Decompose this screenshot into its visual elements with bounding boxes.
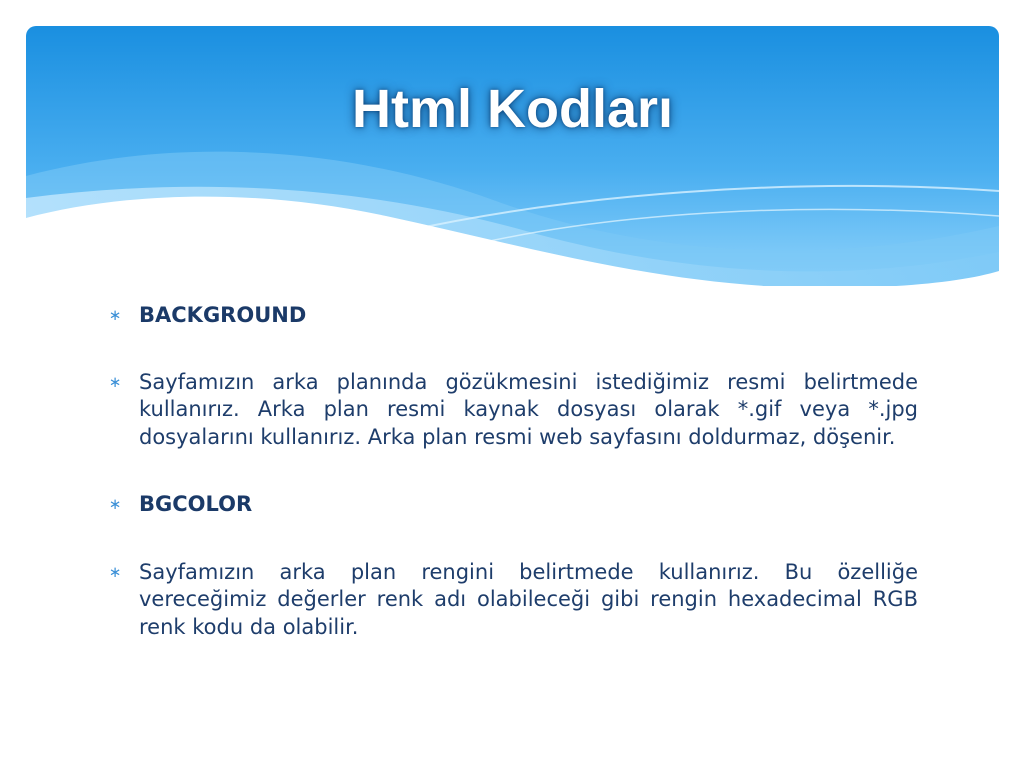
bullet-text: Sayfamızın arka planında gözükmesini istediğimiz resmi belirtmede kullanırız. Arka plan resmi kaynak dosyası olarak *.gif veya *.jpg dosyalarını kullanırız. Arka plan resmi web sayfasını doldurmaz, döşenir.: [139, 369, 918, 449]
asterisk-bullet-icon: ∗: [108, 372, 122, 391]
header-wave-banner: [26, 26, 999, 286]
asterisk-bullet-icon: ∗: [108, 495, 122, 513]
bullet-item-background: [106, 302, 918, 330]
bullet-text: BACKGROUND: [139, 303, 307, 327]
bullet-text: BGCOLOR: [139, 492, 253, 516]
bullet-list: [106, 300, 918, 641]
asterisk-bullet-icon: ∗: [108, 306, 122, 324]
slide-title: Html Kodları: [351, 79, 674, 139]
bullet-text: Sayfamızın arka plan rengini belirtmede kullanırız. Bu özelliğe vereceğimiz değerler renk adı olabileceği gibi rengin hexadecimal RGB renk kodu da olabilir.: [139, 559, 918, 639]
bullet-item-bgcolor-description: [106, 559, 918, 642]
asterisk-bullet-icon: ∗: [108, 562, 122, 581]
bullet-item-background-description: [106, 369, 918, 452]
bullet-item-bgcolor: [106, 491, 918, 519]
